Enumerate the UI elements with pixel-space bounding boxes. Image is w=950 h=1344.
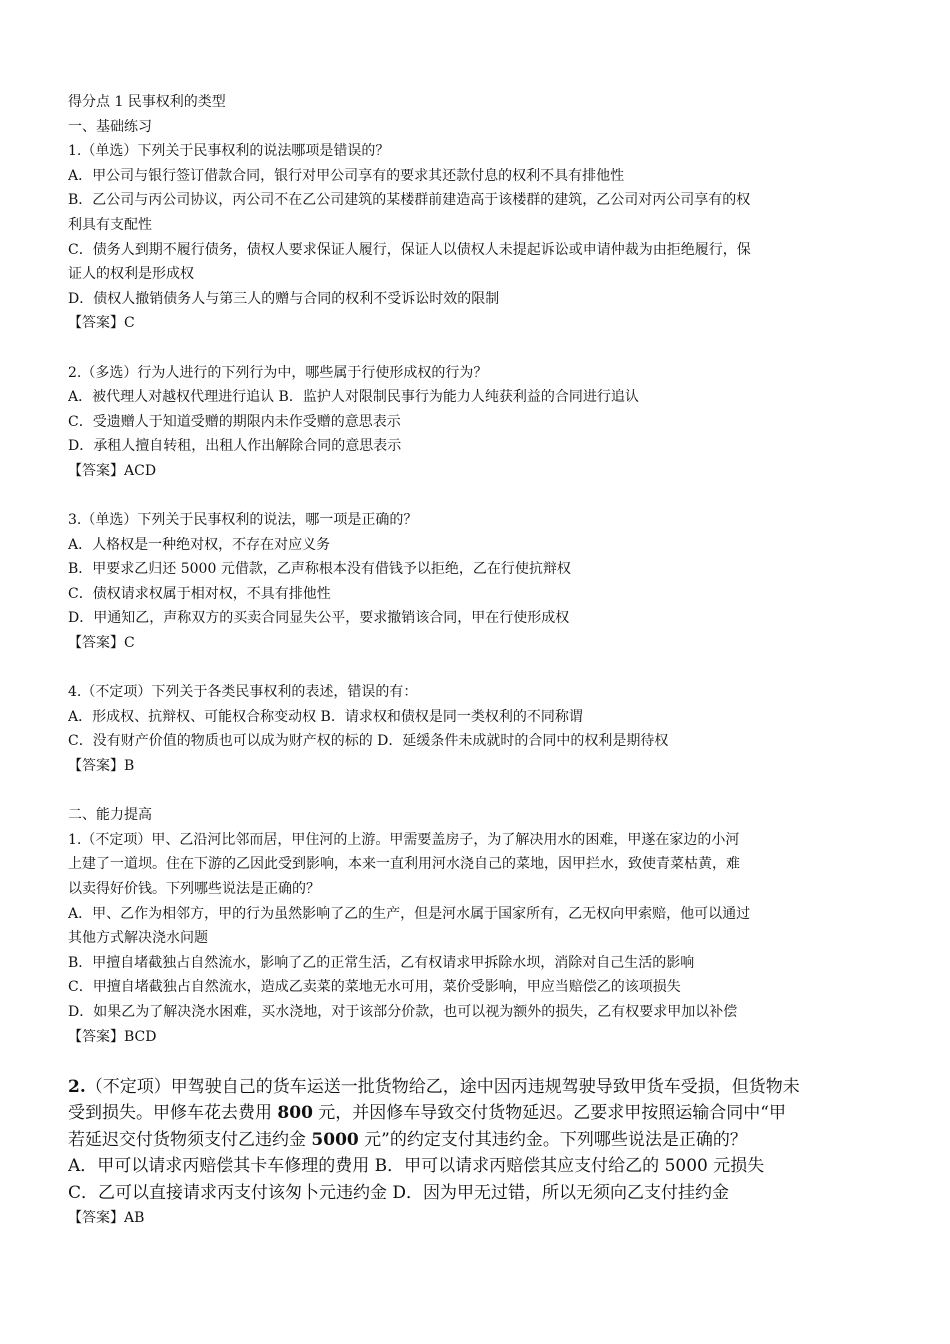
option-c: C．甲擅自堵截独占自然流水，造成乙卖菜的菜地无水可用，菜价受影响，甲应当赔偿乙的该项损失 — [68, 979, 681, 996]
option-d: D．如果乙为了解决浇水困难，买水浇地，对于该部分价款，也可以视为额外的损失，乙有权要求甲加以补偿 — [68, 1003, 738, 1020]
question-number: 2. — [68, 1076, 86, 1097]
doc-title: 得分点 1 民事权利的类型 — [68, 94, 226, 110]
question-stem-line-3 — [68, 1127, 886, 1154]
option-d: D．债权人撤销债务人与第三人的赠与合同的权利不受诉讼时效的限制 — [68, 290, 500, 307]
advanced-question-2 — [68, 1074, 886, 1231]
answer: 【答案】C — [68, 635, 135, 652]
option-b-line-1: B．乙公司与丙公司协议，丙公司不在乙公司建筑的某楼群前建造高于该楼群的建筑，乙公司对丙公司享有的权 — [68, 192, 751, 209]
question-stem-line-1 — [68, 1074, 886, 1101]
question-1 — [68, 139, 886, 336]
document-page — [68, 90, 886, 1230]
option-a-b: A．形成权、抗辩权、可能权合称变动权 B．请求权和债权是同一类权利的不同称谓 — [68, 708, 583, 725]
question-stem-line-2: 上建了一道坝。住在下游的乙因此受到影响，本来一直利用河水浇自己的菜地，因甲拦水，致使青菜枯黄，难 — [68, 856, 740, 873]
spacer — [68, 484, 886, 509]
option-c: C．债权请求权属于相对权，不具有排他性 — [68, 585, 331, 602]
question-stem: 3.（单选）下列关于民事权利的说法，哪一项是正确的？ — [68, 512, 418, 529]
question-stem: 1.（单选）下列关于民事权利的说法哪项是错误的？ — [68, 143, 390, 160]
question-stem-line-1: 1.（不定项）甲、乙沿河比邻而居，甲住河的上游。甲需要盖房子，为了解决用水的困难，甲遂在家边的小河 — [68, 831, 740, 848]
section-heading-advanced: 二、能力提高 — [68, 807, 152, 824]
option-b: B．甲擅自堵截独占自然流水，影响了乙的正常生活，乙有权请求甲拆除水坝，消除对自己生活的影响 — [68, 954, 695, 971]
question-stem: 4.（不定项）下列关于各类民事权利的表述，错误的有： — [68, 684, 418, 701]
stem-text: 元”的约定支付其违约金。下列哪些说法是正确的？ — [358, 1129, 747, 1150]
option-c-d: C．乙可以直接请求丙支付该匆卜元违约金 D．因为甲无过错，所以无须向乙支付挂约金 — [68, 1182, 730, 1203]
option-a-line-2: 其他方式解决浇水问题 — [68, 930, 208, 947]
stem-amount: 5000 — [311, 1129, 359, 1150]
option-b: B．甲要求乙归还 5000 元借款，乙声称根本没有借钱予以拒绝，乙在行使抗辩权 — [68, 561, 571, 578]
stem-text: 受到损失。甲修车花去费用 — [68, 1103, 278, 1124]
spacer — [68, 336, 886, 361]
answer: 【答案】BCD — [68, 1028, 157, 1045]
question-stem: 2.（多选）行为人进行的下列行为中，哪些属于行使形成权的行为？ — [68, 364, 488, 381]
answer: 【答案】C — [68, 315, 135, 332]
question-stem-line-3: 以卖得好价钱。下列哪些说法是正确的？ — [68, 881, 320, 897]
section-heading-basic: 一、基础练习 — [68, 118, 152, 135]
option-c-line-2: 证人的权利是形成权 — [68, 266, 194, 283]
option-b-line-2: 利具有支配性 — [68, 216, 152, 233]
option-c-line-1: C．债务人到期不履行债务，债权人要求保证人履行，保证人以债权人未提起诉讼或申请仲裁为由拒绝履行，保 — [68, 241, 751, 258]
option-c: C．受遗赠人于知道受赠的期限内未作受赠的意思表示 — [68, 413, 401, 430]
question-3 — [68, 508, 886, 656]
option-d: D．承租人擅自转租，出租人作出解除合同的意思表示 — [68, 438, 402, 455]
question-4 — [68, 680, 886, 778]
answer: 【答案】ACD — [68, 462, 157, 479]
option-a: A．甲公司与银行签订借款合同，银行对甲公司享有的要求其还款付息的权利不具有排他性 — [68, 167, 625, 184]
question-stem-line-2 — [68, 1100, 886, 1127]
option-a: A．人格权是一种绝对权，不存在对应义务 — [68, 536, 331, 553]
stem-amount: 800 — [277, 1103, 313, 1124]
answer: 【答案】B — [68, 758, 135, 775]
answer: 【答案】AB — [68, 1210, 145, 1227]
option-a-b: A．甲可以请求丙赔偿其卡车修理的费用 B．甲可以请求丙赔偿其应支付给乙的 5000 元损失 — [68, 1156, 765, 1177]
option-d: D．甲通知乙，声称双方的买卖合同显失公平，要求撤销该合同，甲在行使形成权 — [68, 610, 570, 627]
spacer — [68, 656, 886, 681]
option-c-d: C．没有财产价值的物质也可以成为财产权的标的 D．延缓条件未成就时的合同中的权利是期待权 — [68, 733, 669, 750]
option-a-b: A．被代理人对越权代理进行追认 B．监护人对限制民事行为能力人纯获利益的合同进行追认 — [68, 389, 639, 406]
advanced-question-1 — [68, 828, 886, 1049]
option-a-line-1: A．甲、乙作为相邻方，甲的行为虽然影响了乙的生产，但是河水属于国家所有，乙无权向甲索赔，他可以通过 — [68, 905, 751, 922]
stem-text: （不定项）甲驾驶自己的货车运送一批货物给乙，途中因丙违规驾驶导致甲货车受损，但货物未 — [85, 1076, 800, 1097]
stem-text: 若延迟交付货物须支付乙违约金 — [68, 1129, 312, 1150]
spacer — [68, 1049, 886, 1074]
stem-text: 元，并因修车导致交付货物延迟。乙要求甲按照运输合同中“甲 — [312, 1103, 786, 1124]
question-2 — [68, 361, 886, 484]
spacer — [68, 779, 886, 804]
